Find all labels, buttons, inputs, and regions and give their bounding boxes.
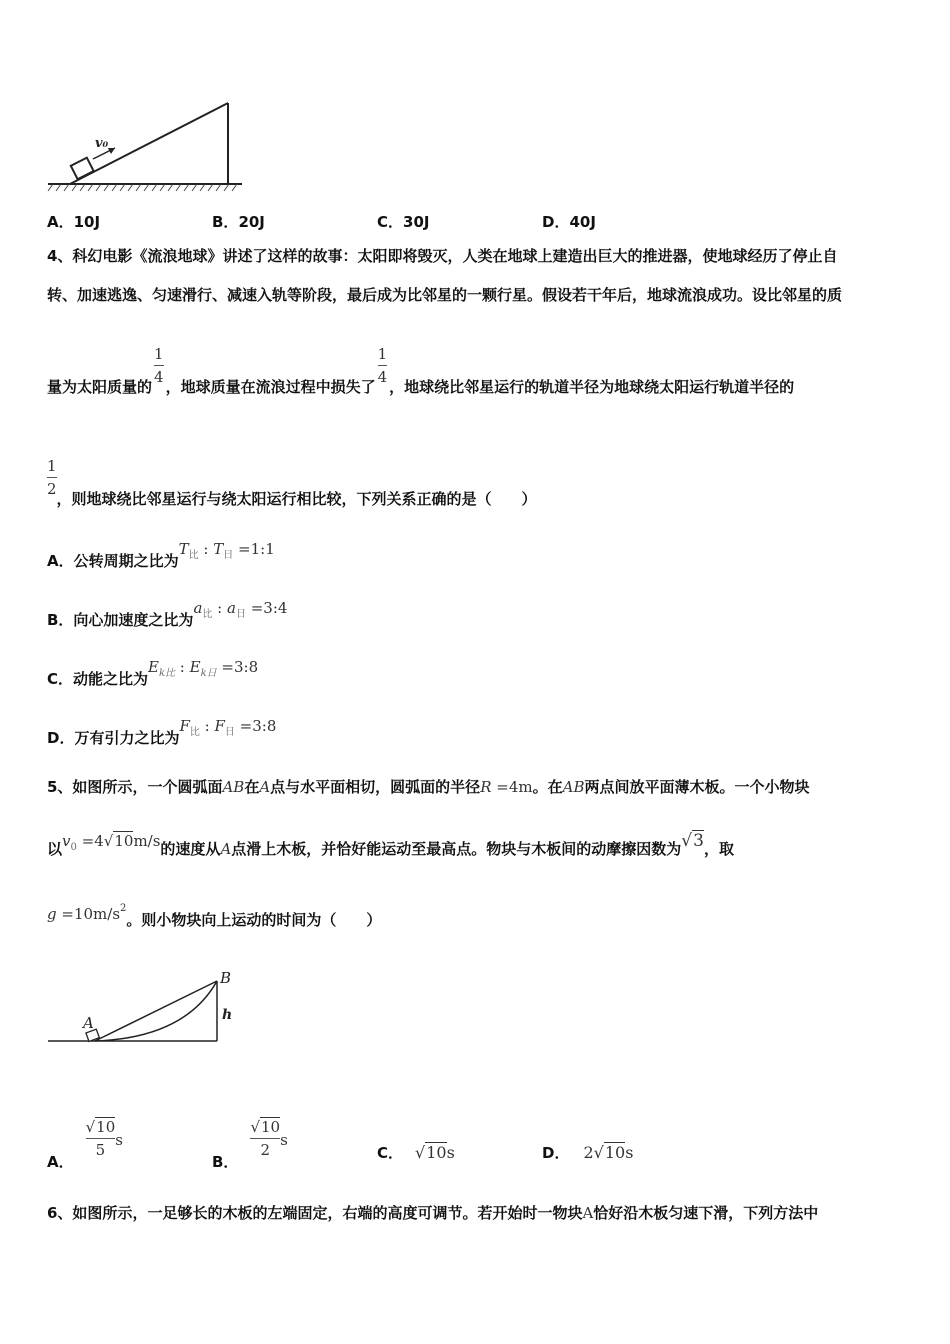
- q4-option-d: D．万有引力之比为$F_比$ : $F_日$ =3:8: [47, 717, 277, 747]
- q3-option-a: A．10J: [47, 213, 101, 231]
- point-b-label: B: [220, 969, 232, 987]
- q5-line-3: $g =10m/s^2$。则小物块向上运动的时间为（ ）: [47, 903, 382, 929]
- q4-option-c: C．动能之比为$E_{k比}$ : $E_{k日}$ =3:8: [47, 658, 259, 688]
- q3-option-b: B．20J: [212, 213, 265, 231]
- q5-option-d: D． 2√10s: [542, 1143, 634, 1162]
- q6-line-1: 6、如图所示，一足够长的木板的左端固定，右端的高度可调节。若开始时一物块A恰好沿木板匀速下滑，下列方法中: [47, 1204, 819, 1222]
- q4-option-a: A．公转周期之比为$T_比$ : $T_日$ =1:1: [47, 540, 275, 570]
- arc-board-figure-q5: [45, 968, 245, 1048]
- q5-option-a: A． $\frac{√10}{5}$ s: [47, 1118, 123, 1171]
- height-label: h: [222, 1007, 233, 1023]
- q4-line-3: 量为太阳质量的 $\frac{1}{4}$ ，地球质量在流浪过程中损失了 $\frac{1}{4}$ ，地球绕比邻星运行的轨道半径为地球绕太阳运行轨道半径的: [47, 345, 795, 396]
- fraction-one-half: $\frac{1}{2}$: [47, 457, 57, 498]
- fraction-one-quarter: $\frac{1}{4}$: [377, 345, 388, 386]
- q5-option-b: B． $\frac{√10}{2}$ s: [212, 1118, 288, 1171]
- point-a-label: A: [83, 1014, 94, 1032]
- incline-figure-q3: [45, 95, 245, 195]
- q4-line-4: $\frac{1}{2}$ ，则地球绕比邻星运行与绕太阳运行相比较，下列关系正确的是（ ）: [47, 457, 537, 508]
- q5-line-1: 5、如图所示，一个圆弧面AB在A点与水平面相切，圆弧面的半径R =4m。在AB两点间放平面薄木板。一个小物块: [47, 778, 810, 796]
- fraction-one-quarter: $\frac{1}{4}$: [154, 345, 164, 386]
- q3-option-d: D．40J: [542, 213, 596, 231]
- velocity-label: v₀: [95, 136, 109, 151]
- q4-line-2: 转、加速逃逸、匀速滑行、减速入轨等阶段，最后成为比邻星的一颗行星。假设若干年后，地球流浪成功。设比邻星的质: [47, 286, 843, 304]
- q5-line-2: 以$v_0 =4√10m/s$的速度从A点滑上木板，并恰好能运动至最高点。物块与木板间的动摩擦因数为√3，取: [47, 831, 734, 858]
- q5-option-c: C． √10s: [377, 1143, 455, 1162]
- q4-option-b: B．向心加速度之比为$a_比$ : $a_日$ =3:4: [47, 599, 288, 629]
- q3-option-c: C．30J: [377, 213, 430, 231]
- q4-line-1: 4、科幻电影《流浪地球》讲述了这样的故事：太阳即将毁灭，人类在地球上建造出巨大的推进器，使地球经历了停止自: [47, 247, 838, 265]
